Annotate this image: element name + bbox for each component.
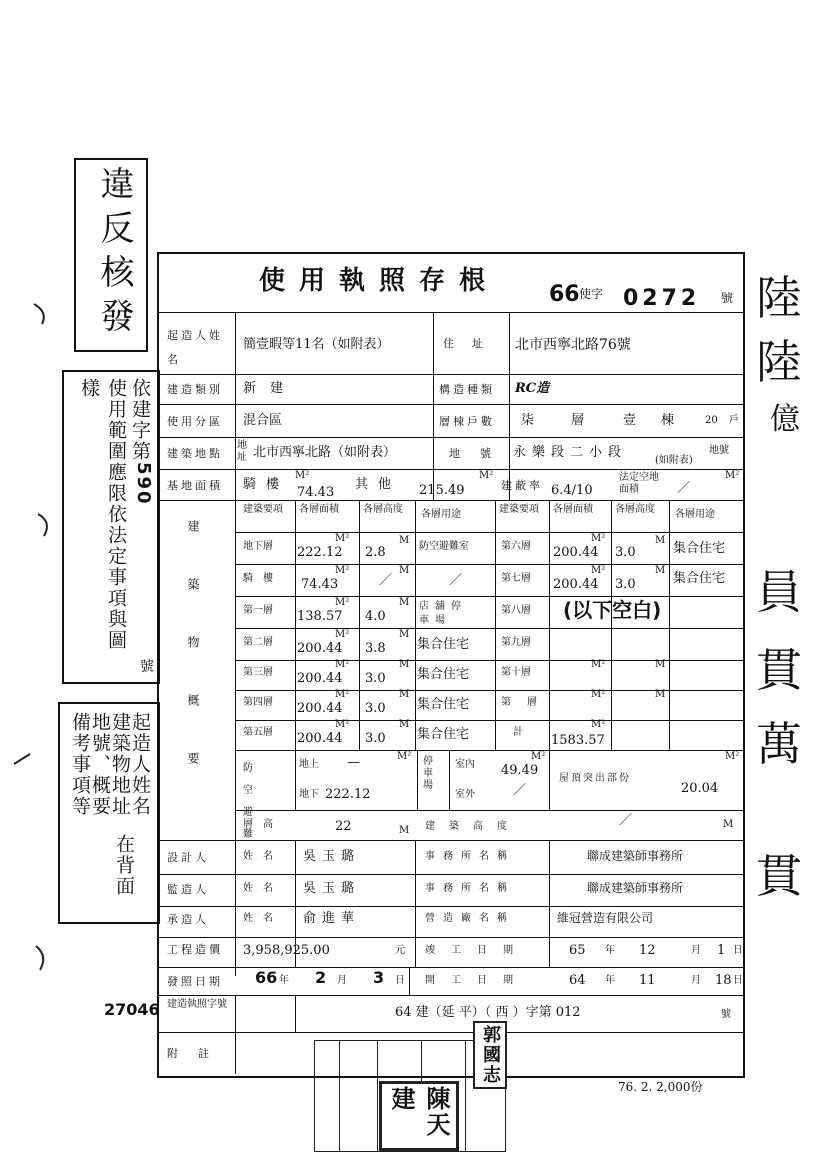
contractor-name-label: 姓名 (243, 913, 283, 924)
contractor-company-label: 營造廠名稱 (425, 913, 515, 924)
side-bottom-col5: 在背面 (113, 834, 135, 897)
col-height-r: 各層高度 (615, 504, 655, 515)
row-l5-item: 第四層 (243, 697, 273, 708)
unit-l4: M² (335, 659, 350, 670)
row-l4-height: 3.0 (365, 671, 386, 686)
row-r1-area: 200.44 (553, 577, 599, 592)
contractor-name: 俞進華 (303, 911, 361, 926)
right-char-7: 貫 (756, 849, 802, 903)
side-top-text: 違反核發 (94, 166, 134, 342)
col-item-l: 建築要項 (243, 504, 283, 515)
form-number-prefix: 66 (549, 282, 580, 307)
unit-l1: M² (335, 565, 350, 576)
unit-r0: M² (591, 533, 606, 544)
bldg-height-label: 建築高度 (425, 821, 521, 832)
address-value: 北市西寧北路76號 (515, 337, 631, 353)
col-use-r: 各層用途 (675, 509, 715, 520)
unit-r1h: M (655, 565, 666, 576)
side-bottom-col3: 地號、概要 (89, 712, 111, 817)
col-use-l: 各層用途 (421, 509, 461, 520)
unit-l3h: M (399, 629, 410, 640)
row-r0-item: 第六層 (501, 541, 531, 552)
row-r6-area: 1583.57 (551, 733, 605, 748)
supervisor-office-label: 事務所名稱 (425, 883, 515, 894)
site-label: 建築地點 (167, 447, 223, 460)
parking-unit: M² (531, 751, 546, 762)
cost-unit: 元 (395, 945, 405, 956)
build-type-label: 建造類別 (167, 383, 223, 396)
floors-v4: 棟 (661, 413, 675, 428)
row-l5-area: 200.44 (297, 701, 343, 716)
issue-m: 2 (315, 968, 327, 987)
unit-r5: M² (591, 689, 606, 700)
row-l2-use: 店舖停車場 (419, 601, 467, 626)
roof-unit: M² (725, 751, 740, 762)
height-value: 22 (335, 819, 352, 834)
lot-suffix: 地號 (709, 445, 729, 456)
unit-l2: M² (335, 597, 350, 608)
owner-label: 起造人姓名 (167, 329, 223, 366)
address-label: 住址 (443, 337, 501, 350)
side-bottom-col1: 起造人姓名 (129, 712, 151, 817)
row-r0-area: 200.44 (553, 545, 599, 560)
right-char-3: 億 (770, 402, 800, 437)
form-number-suffix: 號 (721, 291, 734, 305)
row-r5-item: 第層 (501, 697, 553, 708)
start-d: 18 (715, 973, 732, 988)
owner-value: 簡壹暇等11名（如附表） (243, 337, 390, 352)
shelter-above-value: — (347, 755, 360, 770)
col-area-l: 各層面積 (299, 504, 339, 515)
complete-d-l: 日 (733, 945, 743, 956)
issue-y: 66 (255, 968, 278, 987)
other-value: 215.49 (419, 483, 465, 498)
parking-in-label: 室內 (455, 759, 475, 770)
coverage-label: 建蔽率 (501, 479, 543, 492)
parking-out-label: 室外 (455, 789, 475, 800)
roof-label: 屋頂突出部份 (559, 773, 631, 784)
unit-r0h: M (655, 535, 666, 546)
designer-office: 聯成建築師事務所 (587, 849, 684, 863)
side-bottom-col2: 建築物地址 (109, 712, 131, 817)
area-label: 基地面積 (167, 479, 223, 492)
row-l4-item: 第三層 (243, 667, 273, 678)
complete-m: 12 (639, 943, 656, 958)
row-l5-use: 集合住宅 (417, 697, 470, 712)
complete-y: 65 (569, 943, 586, 958)
row-r2-item: 第八層 (501, 605, 531, 616)
parking-label: 停車場 (423, 756, 433, 791)
unit-r1: M² (591, 565, 606, 576)
row-l3-use: 集合住宅 (417, 637, 470, 652)
row-r0-use: 集合住宅 (673, 541, 726, 556)
arcade-label: 騎樓 (243, 477, 290, 492)
row-l1-item: 騎樓 (243, 573, 283, 584)
unit-l5h: M (399, 689, 410, 700)
unit-r5h: M (655, 689, 666, 700)
zone-value: 混合區 (243, 413, 283, 428)
side-mid-hw1: 590 (133, 462, 154, 506)
unit-l0: M² (335, 533, 350, 544)
permit-label: 建造執照字號 (167, 999, 227, 1010)
footer-text: 76. 2. 2,000份 (618, 1080, 703, 1094)
row-l0-use: 防空避難室 (419, 541, 469, 552)
start-label: 開工日期 (425, 975, 529, 986)
right-char-4: 員 (756, 565, 802, 619)
form-number-value: 0272 (623, 286, 701, 311)
bldg-height-value: ／ (619, 813, 633, 828)
row-l2-item: 第一層 (243, 605, 273, 616)
row-r1-use: 集合住宅 (673, 571, 726, 586)
row-r1-height: 3.0 (615, 577, 636, 592)
parking-in-value: 49.49 (501, 763, 539, 778)
stamp-1: 陳天建 (379, 1081, 459, 1151)
designer-name: 吳玉璐 (303, 849, 361, 864)
issue-label: 發照日期 (167, 975, 223, 988)
designer-name-label: 姓名 (243, 851, 283, 862)
arcade-value: 74.43 (297, 485, 335, 500)
shelter-below-value: 222.12 (325, 787, 371, 802)
row-l2-height: 4.0 (365, 609, 386, 624)
supervisor-name-label: 姓名 (243, 883, 283, 894)
legal-value: ／ (677, 481, 691, 496)
floors-v3: 壹 (623, 413, 637, 428)
row-l4-use: 集合住宅 (417, 667, 470, 682)
unit-r4h: M (655, 659, 666, 670)
cost-label: 工程造價 (167, 943, 223, 956)
complete-m-l: 月 (691, 945, 701, 956)
row-l6-item: 第五層 (243, 727, 273, 738)
bldg-height-unit: M (723, 819, 734, 830)
row-l5-height: 3.0 (365, 701, 386, 716)
row-l4-area: 200.44 (297, 671, 343, 686)
supervisor-name: 吳玉璐 (303, 881, 361, 896)
row-l0-height: 2.8 (365, 545, 386, 560)
shelter-label: 防空避難 (243, 763, 265, 840)
complete-label: 竣工日期 (425, 945, 529, 956)
other-label: 其他 (355, 477, 402, 492)
right-char-1: 陸 (756, 271, 802, 325)
height-label: 層高 (243, 819, 283, 830)
row-l6-area: 200.44 (297, 731, 343, 746)
unit-l0h: M (399, 535, 410, 546)
shelter-below-label: 地下 (299, 789, 319, 800)
permit-suffix: 號 (721, 1009, 731, 1020)
row-l0-area: 222.12 (297, 545, 343, 560)
row-l1-height: ／ (379, 573, 393, 588)
row-l3-area: 200.44 (297, 641, 343, 656)
right-margin (752, 262, 812, 982)
shelter-unit: M² (397, 751, 412, 762)
unit-l4h: M (399, 659, 410, 670)
start-d-l: 日 (733, 975, 743, 986)
floors-v5: 20 (705, 415, 718, 426)
row-r0-height: 3.0 (615, 545, 636, 560)
cost-value: 3,958,925.00 (243, 943, 330, 958)
site-addr-label: 地址 (237, 440, 247, 463)
side-mid-no: 號 (140, 659, 154, 675)
side-mid-col1: 依建字第 (129, 378, 151, 462)
blank-note: (以下空白) (563, 598, 662, 622)
stamp-block (314, 1025, 506, 1152)
lot-label: 地號 (449, 447, 511, 460)
side-mid-col2: 使用範圍應限依法定事項與圖樣 (78, 378, 127, 651)
complete-d: 1 (717, 943, 726, 958)
col-height-l: 各層高度 (363, 504, 403, 515)
shelter-above-label: 地上 (299, 759, 319, 770)
structure-value: RC造 (515, 381, 550, 396)
issue-d: 3 (373, 968, 385, 987)
permit-value: 64 建（延 平）（ 西 ）字第 012 (395, 1005, 581, 1020)
row-r1-item: 第七層 (501, 573, 531, 584)
contractor-company: 維冠營造有限公司 (557, 911, 654, 925)
supervisor-label: 監造人 (167, 883, 209, 896)
form-title: 使用執照存根 (259, 266, 500, 296)
complete-y-l: 年 (605, 945, 615, 956)
start-y-l: 年 (605, 975, 615, 986)
stamp-2: 郭國志 (473, 1021, 507, 1089)
structure-label: 構造種類 (439, 383, 495, 396)
lot-value: 永樂段二小段 (513, 445, 628, 460)
floors-v1: 柒 (521, 413, 535, 428)
unit-r4: M² (591, 659, 606, 670)
roof-value: 20.04 (681, 781, 719, 796)
row-l3-height: 3.8 (365, 641, 386, 656)
unit-r6: M² (591, 719, 606, 730)
unit-l2h: M (399, 597, 410, 608)
row-l6-use: 集合住宅 (417, 727, 470, 742)
floors-label: 層棟戶數 (439, 415, 495, 428)
row-l2-area: 138.57 (297, 609, 343, 624)
right-char-5: 貫 (756, 643, 802, 697)
supervisor-office: 聯成建築師事務所 (587, 881, 684, 895)
start-m: 11 (639, 973, 656, 988)
unit-l1h: M (399, 565, 410, 576)
issue-d-l: 日 (395, 975, 405, 986)
zone-label: 使用分區 (167, 415, 223, 428)
row-l1-use: ／ (449, 573, 463, 588)
legal-unit: M² (725, 470, 740, 481)
margin-marks (0, 0, 60, 1000)
row-l6-height: 3.0 (365, 731, 386, 746)
row-r4-item: 第十層 (501, 667, 531, 678)
note-label: 附註 (167, 1047, 229, 1060)
bldg-section-label: 建築物概要 (186, 520, 200, 810)
start-m-l: 月 (691, 975, 701, 986)
legal-label: 法定空地面積 (619, 472, 659, 495)
side-top-box (74, 158, 148, 352)
other-unit: M² (479, 470, 494, 481)
floors-v6: 戶 (729, 415, 739, 426)
parking-out-value: ／ (513, 783, 527, 798)
col-item-r: 建築要項 (499, 504, 539, 515)
right-char-2: 陸 (756, 335, 802, 389)
start-y: 64 (569, 973, 586, 988)
issue-m-l: 月 (337, 975, 347, 986)
side-bottom-box (58, 702, 160, 924)
issue-y-l: 年 (279, 975, 289, 986)
height-unit: M (399, 825, 410, 836)
row-l1-area: 74.43 (301, 577, 339, 592)
col-area-r: 各層面積 (553, 504, 593, 515)
site-value: 北市西寧北路（如附表） (253, 445, 397, 460)
row-l0-item: 地下層 (243, 541, 273, 552)
side-bottom-col4: 備考事項等 (69, 712, 91, 817)
floors-v2: 層 (571, 413, 585, 428)
unit-l6: M² (335, 719, 350, 730)
unit-l3: M² (335, 629, 350, 640)
designer-office-label: 事務所名稱 (425, 851, 515, 862)
right-char-6: 萬 (756, 717, 802, 771)
contractor-label: 承造人 (167, 913, 209, 926)
row-r3-item: 第九層 (501, 637, 531, 648)
unit-l6h: M (399, 719, 410, 730)
coverage-value: 6.4/10 (551, 483, 593, 498)
lot-note: (如附表) (655, 455, 693, 466)
form-number-char: 使字 (579, 287, 604, 301)
row-l3-item: 第二層 (243, 637, 273, 648)
unit-l5: M² (335, 689, 350, 700)
build-type-value: 新建 (243, 381, 298, 396)
row-r6-item: 計 (513, 727, 523, 738)
permit-form (157, 252, 745, 1078)
side-mid-hw2: 27046 (104, 1000, 160, 1019)
arcade-unit: M² (295, 470, 310, 481)
designer-label: 設計人 (167, 851, 209, 864)
